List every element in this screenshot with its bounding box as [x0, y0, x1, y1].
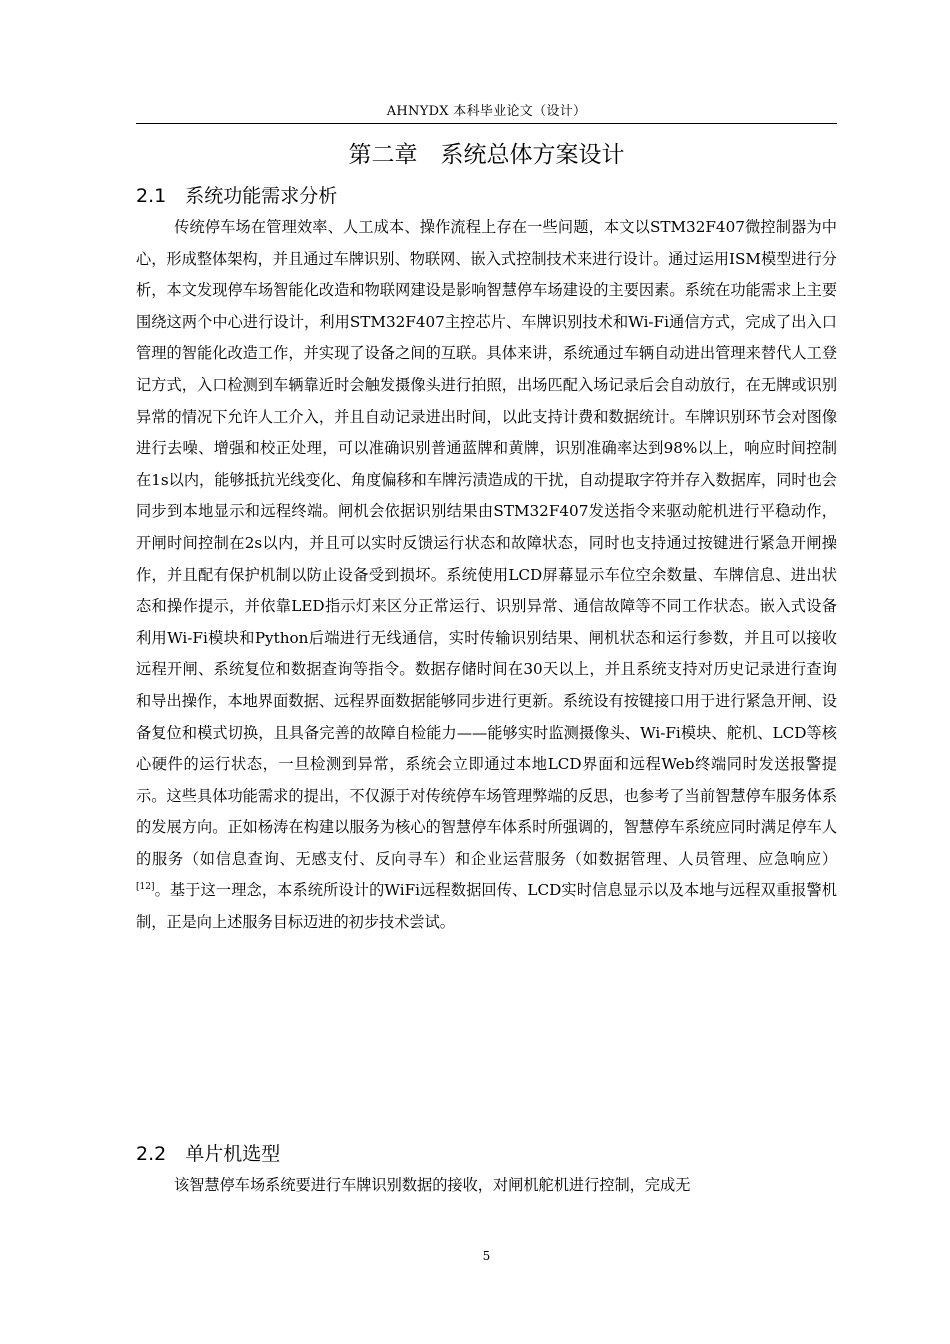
paragraph-text: 该智慧停车场系统要进行车牌识别数据的接收，对闸机舵机进行控制，完成无 — [174, 1176, 691, 1194]
section-2-1-paragraph — [136, 212, 837, 939]
paragraph-text-continued: 。基于这一理念，本系统所设计的WiFi远程数据回传、LCD实时信息显示以及本地与远程双重报警机制，正是向上述服务目标迈进的初步技术尝试。 — [136, 881, 837, 932]
section-heading-2-2: 2.2 单片机选型 — [136, 1143, 281, 1165]
section-2-2-paragraph — [136, 1170, 837, 1202]
chapter-title: 第二章 系统总体方案设计 — [348, 142, 625, 168]
paragraph-text: 传统停车场在管理效率、人工成本、操作流程上存在一些问题，本文以STM32F407微控制器为中心，形成整体架构，并且通过车牌识别、物联网、嵌入式控制技术来进行设计。通过运用ISM模型进行分析，本文发现停车场智能化改造和物联网建设是影响智慧停车场建设的主要因素。系统在功能需求上主要围绕这两个中心进行设计，利用STM32F407主控芯片、车牌识别技术和Wi-Fi通信方式，完成了出入口管理的智能化改造工作，并实现了设备之间的互联。具体来讲，系统通过车辆自动进出管理来替代人工登记方式，入口检测到车辆靠近时会触发摄像头进行拍照，出场匹配入场记录后会自动放行，在无牌或识别异常的情况下允许人工介入，并且自动记录进出时间，以此支持计费和数据统计。车牌识别环节会对图像进行去噪、增强和校正处理，可以准确识别普通蓝牌和黄牌，识别准确率达到98%以上，响应时间控制在1s以内，能够抵抗光线变化、角度偏移和车牌污渍造成的干扰，自动提取字符并存入数据库，同时也会同步到本地显示和远程终端。闸机会依据识别结果由STM32F407发送指令来驱动舵机进行平稳动作，开闸时间控制在2s以内，并且可以实时反馈运行状态和故障状态，同时也支持通过按键进行紧急开闸操作，并且配有保护机制以防止设备受到损坏。系统使用LCD屏幕显示车位空余数量、车牌信息、进出状态和操作提示，并依靠LED指示灯来区分正常运行、识别异常、通信故障等不同工作状态。嵌入式设备利用Wi-Fi模块和Python后端进行无线通信，实时传输识别结果、闸机状态和运行参数，并且可以接收远程开闸、系统复位和数据查询等指令。数据存储时间在30天以上，并且系统支持对历史记录进行查询和导出操作，本地界面数据、远程界面数据能够同步进行更新。系统设有按键接口用于进行紧急开闸、设备复位和模式切换，且具备完善的故障自检能力——能够实时监测摄像头、Wi-Fi模块、舵机、LCD等核心硬件的运行状态，一旦检测到异常，系统会立即通过本地LCD界面和远程Web终端同时发送报警提示。这些具体功能需求的提出，不仅源于对传统停车场管理弊端的反思，也参考了当前智慧停车服务体系的发展方向。正如杨涛在构建以服务为核心的智慧停车体系时所强调的，智慧停车系统应同时满足停车人的服务（如信息查询、无感支付、反向寻车）和企业运营服务（如数据管理、人员管理、应急响应） — [136, 218, 837, 868]
citation-superscript: [12] — [136, 882, 155, 893]
header-rule — [136, 123, 837, 124]
page-number: 5 — [482, 1249, 491, 1263]
section-heading-2-1: 2.1 系统功能需求分析 — [136, 185, 338, 207]
running-header: AHNYDX 本科毕业论文（设计） — [386, 104, 587, 119]
